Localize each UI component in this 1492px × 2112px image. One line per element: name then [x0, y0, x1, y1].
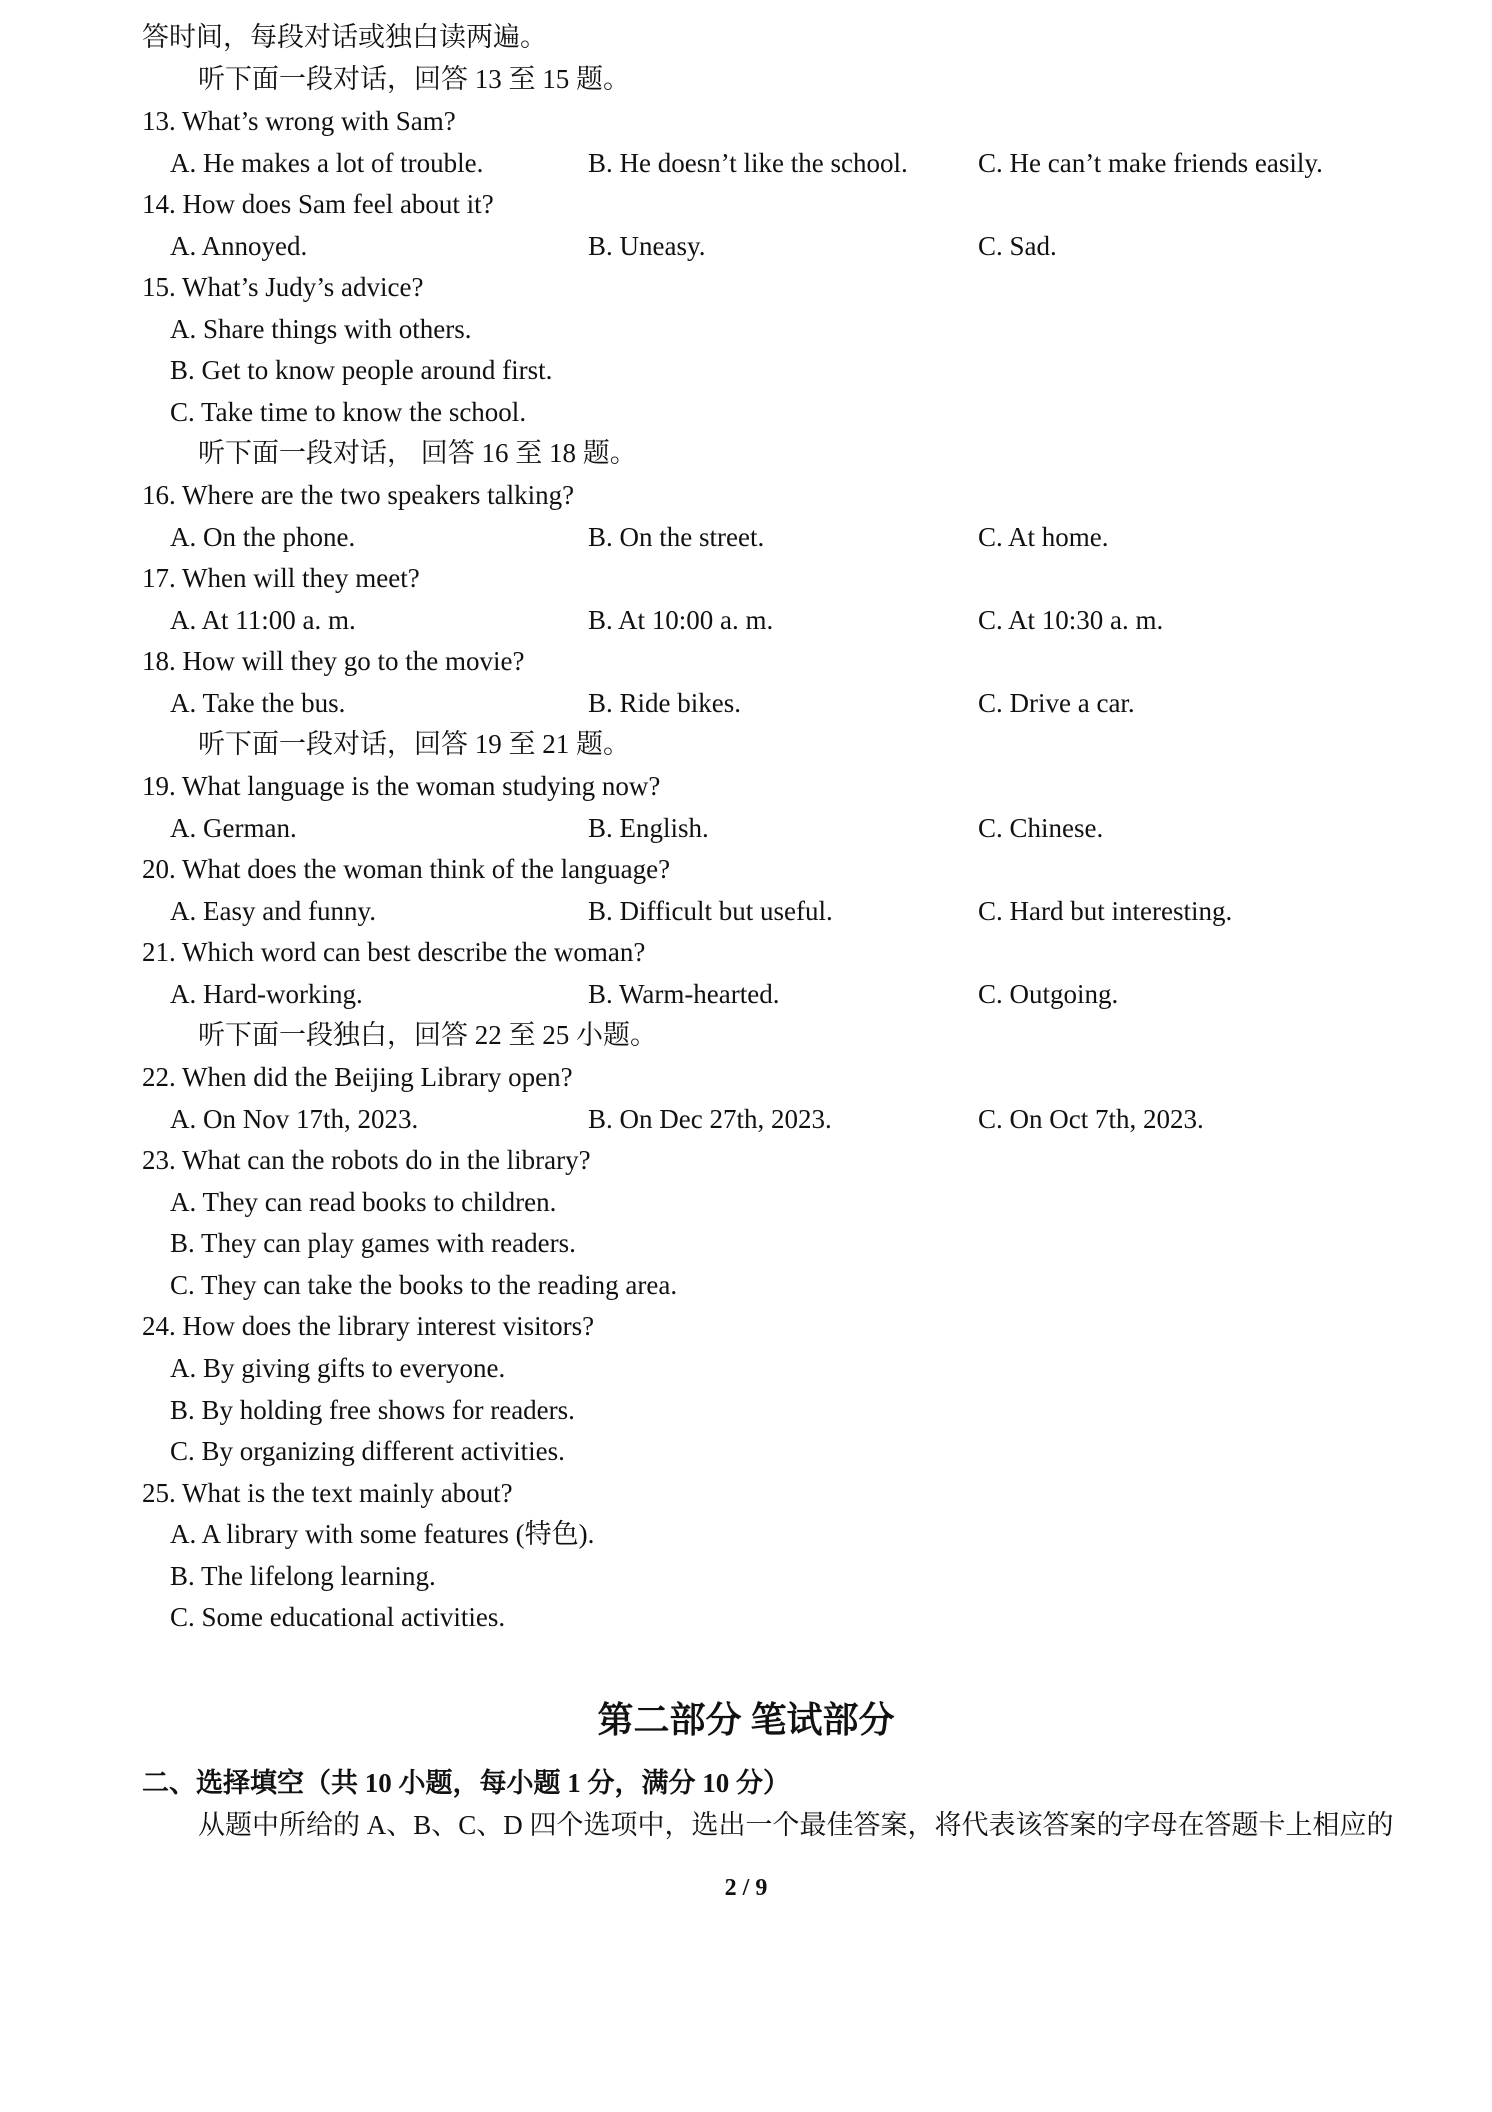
option-b: B. The lifelong learning.	[170, 1561, 436, 1591]
option-b: B. Difficult but useful.	[588, 896, 833, 926]
options-16	[0, 517, 1492, 557]
option-15-c	[0, 392, 1492, 432]
instruction-text: 听下面一段对话， 回答 16 至 18 题。	[198, 438, 637, 468]
option-a: A. Annoyed.	[170, 231, 308, 261]
part-title: 第二部分 笔试部分	[597, 1700, 895, 1740]
section-instruction	[0, 433, 1492, 473]
option-c: C. Outgoing.	[978, 979, 1119, 1009]
header-continuation: 答时间，每段对话或独白读两遍。	[142, 22, 547, 52]
options-21	[0, 974, 1492, 1014]
section-instruction	[0, 59, 1492, 99]
option-25-a	[0, 1514, 1492, 1554]
question-22	[0, 1057, 1492, 1097]
option-24-b	[0, 1390, 1492, 1430]
question-text: 15. What’s Judy’s advice?	[142, 272, 424, 302]
option-24-a	[0, 1348, 1492, 1388]
option-a: A. A library with some features (特色).	[170, 1519, 595, 1549]
option-c: C. Hard but interesting.	[978, 896, 1233, 926]
option-a: A. Hard-working.	[170, 979, 363, 1009]
section-heading: 二、选择填空（共 10 小题，每小题 1 分，满分 10 分）	[142, 1768, 790, 1798]
question-text: 22. When did the Beijing Library open?	[142, 1062, 573, 1092]
option-b: B. Warm-hearted.	[588, 979, 780, 1009]
option-b: B. Get to know people around first.	[170, 355, 553, 385]
question-text: 24. How does the library interest visitors?	[142, 1311, 595, 1341]
option-b: B. Ride bikes.	[588, 688, 741, 718]
question-text: 16. Where are the two speakers talking?	[142, 480, 575, 510]
option-a: A. He makes a lot of trouble.	[170, 148, 484, 178]
option-15-b	[0, 350, 1492, 390]
question-20	[0, 849, 1492, 889]
section-instruction-line	[0, 1805, 1492, 1845]
option-c: C. Some educational activities.	[170, 1602, 506, 1632]
option-c: C. By organizing different activities.	[170, 1436, 565, 1466]
option-c: C. At home.	[978, 522, 1109, 552]
option-b: B. They can play games with readers.	[170, 1228, 576, 1258]
option-25-c	[0, 1597, 1492, 1637]
options-13	[0, 143, 1492, 183]
question-text: 17. When will they meet?	[142, 563, 420, 593]
page-number: 2 / 9	[724, 1875, 768, 1901]
option-25-b	[0, 1556, 1492, 1596]
option-c: C. On Oct 7th, 2023.	[978, 1104, 1204, 1134]
question-text: 13. What’s wrong with Sam?	[142, 106, 456, 136]
question-17	[0, 558, 1492, 598]
question-text: 20. What does the woman think of the language?	[142, 854, 671, 884]
question-13	[0, 101, 1492, 141]
option-b: B. Uneasy.	[588, 231, 706, 261]
question-text: 21. Which word can best describe the woman?	[142, 937, 646, 967]
question-21	[0, 932, 1492, 972]
option-c: C. They can take the books to the reading area.	[170, 1270, 678, 1300]
option-23-c	[0, 1265, 1492, 1305]
question-text: 14. How does Sam feel about it?	[142, 189, 494, 219]
option-b: B. At 10:00 a. m.	[588, 605, 774, 635]
options-17	[0, 600, 1492, 640]
option-b: B. English.	[588, 813, 709, 843]
option-15-a	[0, 309, 1492, 349]
question-text: 23. What can the robots do in the library?	[142, 1145, 591, 1175]
option-c: C. Take time to know the school.	[170, 397, 527, 427]
question-19	[0, 766, 1492, 806]
option-a: A. By giving gifts to everyone.	[170, 1353, 506, 1383]
options-18	[0, 683, 1492, 723]
question-14	[0, 184, 1492, 224]
option-b: B. On Dec 27th, 2023.	[588, 1104, 832, 1134]
option-a: A. Take the bus.	[170, 688, 346, 718]
option-c: C. Chinese.	[978, 813, 1104, 843]
instruction-text: 听下面一段对话，回答 13 至 15 题。	[198, 64, 630, 94]
option-b: B. By holding free shows for readers.	[170, 1395, 575, 1425]
option-a: A. Easy and funny.	[170, 896, 376, 926]
header-line	[0, 17, 1492, 57]
option-b: B. On the street.	[588, 522, 765, 552]
option-a: A. Share things with others.	[170, 314, 472, 344]
option-b: B. He doesn’t like the school.	[588, 148, 908, 178]
options-14	[0, 226, 1492, 266]
instruction-text: 听下面一段对话，回答 19 至 21 题。	[198, 729, 630, 759]
option-c: C. Sad.	[978, 231, 1057, 261]
question-23	[0, 1140, 1492, 1180]
option-23-a	[0, 1182, 1492, 1222]
question-16	[0, 475, 1492, 515]
option-a: A. On the phone.	[170, 522, 356, 552]
option-a: A. At 11:00 a. m.	[170, 605, 356, 635]
option-a: A. German.	[170, 813, 297, 843]
section-instruction-text: 从题中所给的 A、B、C、D 四个选项中，选出一个最佳答案，将代表该答案的字母在答题卡上相应的	[198, 1810, 1394, 1840]
question-text: 19. What language is the woman studying now?	[142, 771, 661, 801]
option-c: C. Drive a car.	[978, 688, 1135, 718]
instruction-text: 听下面一段独白，回答 22 至 25 小题。	[198, 1020, 657, 1050]
options-22	[0, 1099, 1492, 1139]
option-a: A. On Nov 17th, 2023.	[170, 1104, 419, 1134]
question-24	[0, 1306, 1492, 1346]
question-25	[0, 1473, 1492, 1513]
section-instruction	[0, 1015, 1492, 1055]
option-23-b	[0, 1223, 1492, 1263]
question-15	[0, 267, 1492, 307]
question-text: 18. How will they go to the movie?	[142, 646, 525, 676]
section-heading-line	[0, 1763, 1492, 1803]
options-19	[0, 808, 1492, 848]
section-instruction	[0, 724, 1492, 764]
question-text: 25. What is the text mainly about?	[142, 1478, 513, 1508]
option-c: C. He can’t make friends easily.	[978, 148, 1323, 178]
options-20	[0, 891, 1492, 931]
option-c: C. At 10:30 a. m.	[978, 605, 1164, 635]
option-24-c	[0, 1431, 1492, 1471]
question-18	[0, 641, 1492, 681]
option-a: A. They can read books to children.	[170, 1187, 557, 1217]
